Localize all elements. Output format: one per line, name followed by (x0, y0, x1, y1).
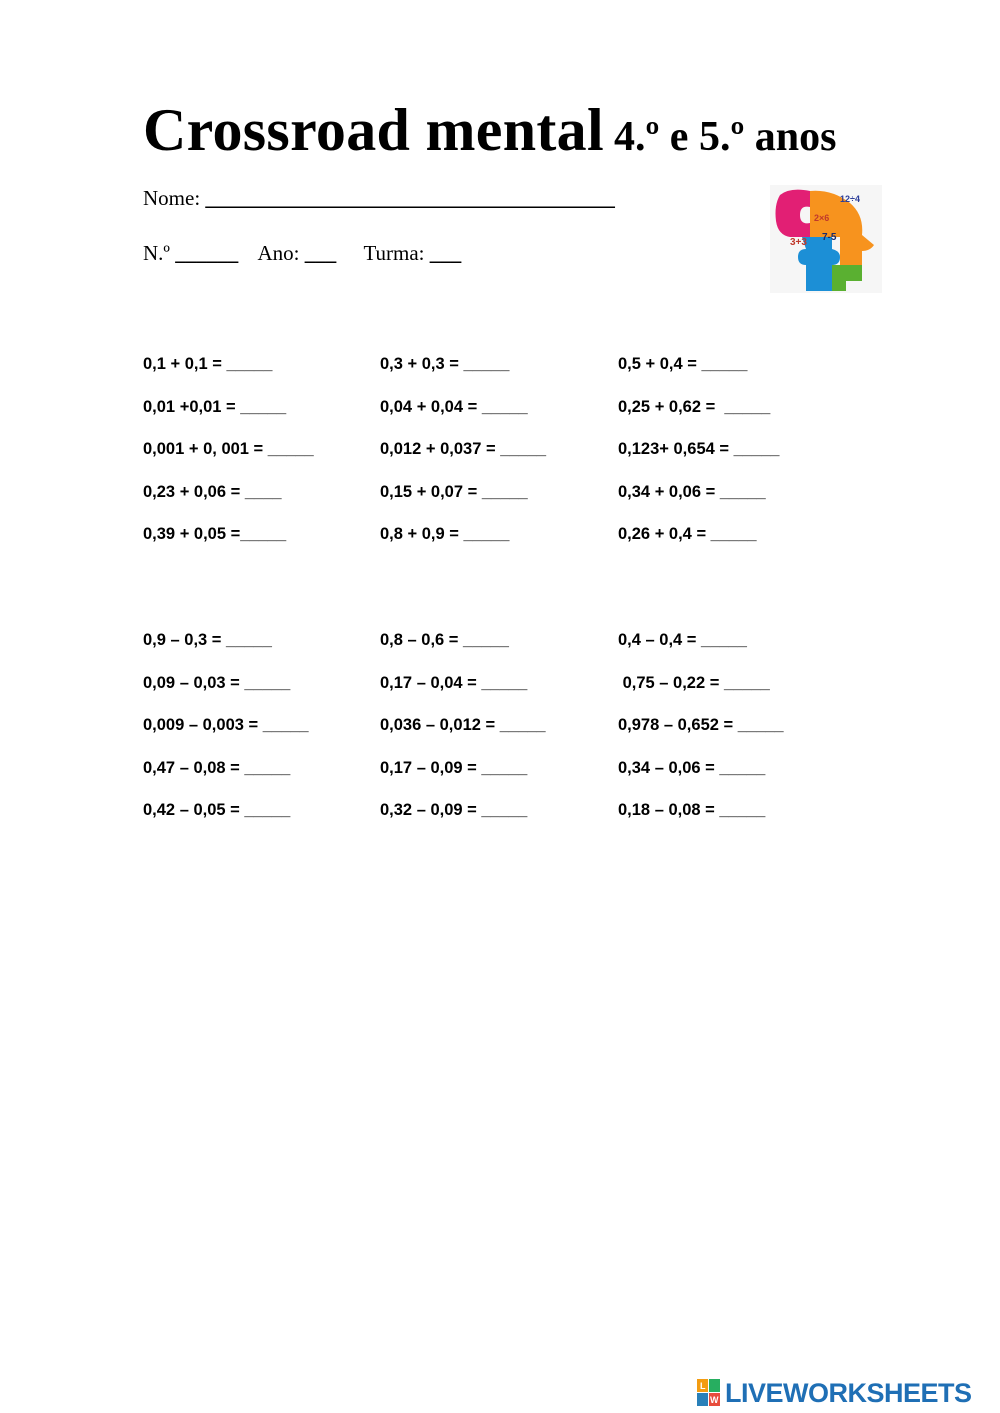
year-label: Ano: (257, 241, 300, 265)
exercise-item[interactable]: 0,3 + 0,3 = _____ (380, 355, 510, 373)
liveworksheets-badge-icon (697, 1379, 721, 1407)
exercise-item[interactable]: 0,17 – 0,09 = _____ (380, 759, 528, 777)
puzzle-head-icon (770, 185, 882, 293)
number-field[interactable]: ______ (175, 241, 239, 265)
exercise-item[interactable]: 0,09 – 0,03 = _____ (143, 674, 291, 692)
logo-label: 7-5 (822, 232, 837, 243)
year-field[interactable]: ___ (304, 241, 337, 265)
exercise-item[interactable]: 0,17 – 0,04 = _____ (380, 674, 528, 692)
exercise-item[interactable]: 0,04 + 0,04 = _____ (380, 398, 528, 416)
exercise-item[interactable]: 0,036 – 0,012 = _____ (380, 716, 546, 734)
name-field[interactable]: _______________________________________ (205, 186, 615, 210)
exercise-item[interactable]: 0,5 + 0,4 = _____ (618, 355, 748, 373)
exercise-item[interactable]: 0,8 + 0,9 = _____ (380, 525, 510, 543)
exercise-item[interactable]: 0,15 + 0,07 = _____ (380, 483, 528, 501)
logo-label: 3+3 (790, 237, 807, 248)
svg-text:L: L (700, 1381, 706, 1391)
class-label: Turma: (363, 241, 425, 265)
exercise-item[interactable]: 0,001 + 0, 001 = _____ (143, 440, 314, 458)
name-label: Nome: (143, 186, 201, 210)
exercise-item[interactable]: 0,123+ 0,654 = _____ (618, 440, 780, 458)
exercise-item[interactable]: 0,4 – 0,4 = _____ (618, 631, 747, 649)
name-row (143, 186, 615, 211)
exercise-item[interactable]: 0,25 + 0,62 = _____ (618, 398, 771, 416)
exercise-item[interactable]: 0,978 – 0,652 = _____ (618, 716, 784, 734)
liveworksheets-logo[interactable] (697, 1377, 972, 1409)
exercise-item[interactable]: 0,42 – 0,05 = _____ (143, 801, 291, 819)
exercise-item[interactable]: 0,18 – 0,08 = _____ (618, 801, 766, 819)
exercise-item[interactable]: 0,75 – 0,22 = _____ (618, 674, 770, 692)
exercise-item[interactable]: 0,39 + 0,05 =_____ (143, 525, 287, 543)
student-info-row (143, 241, 461, 266)
footer-brand-text: LIVEWORKSHEETS (725, 1378, 972, 1408)
svg-text:W: W (710, 1395, 719, 1405)
exercise-item[interactable]: 0,8 – 0,6 = _____ (380, 631, 509, 649)
exercise-item[interactable]: 0,26 + 0,4 = _____ (618, 525, 757, 543)
exercise-item[interactable]: 0,012 + 0,037 = _____ (380, 440, 547, 458)
logo-label: 2×6 (814, 213, 830, 223)
exercise-item[interactable]: 0,34 + 0,06 = _____ (618, 483, 766, 501)
page-title (143, 96, 837, 165)
class-field[interactable]: ___ (429, 241, 462, 265)
number-label: N.º (143, 241, 170, 265)
exercise-item[interactable]: 0,23 + 0,06 = ____ (143, 483, 282, 501)
logo-label: 12÷4 (840, 194, 860, 204)
exercise-item[interactable]: 0,47 – 0,08 = _____ (143, 759, 291, 777)
exercise-item[interactable]: 0,1 + 0,1 = _____ (143, 355, 273, 373)
title-main: Crossroad mental (143, 97, 604, 163)
exercise-item[interactable]: 0,34 – 0,06 = _____ (618, 759, 766, 777)
exercise-item[interactable]: 0,32 – 0,09 = _____ (380, 801, 528, 819)
exercise-item[interactable]: 0,9 – 0,3 = _____ (143, 631, 272, 649)
exercise-item[interactable]: 0,01 +0,01 = _____ (143, 398, 287, 416)
title-sub: 4.º e 5.º anos (613, 114, 837, 160)
exercise-item[interactable]: 0,009 – 0,003 = _____ (143, 716, 309, 734)
